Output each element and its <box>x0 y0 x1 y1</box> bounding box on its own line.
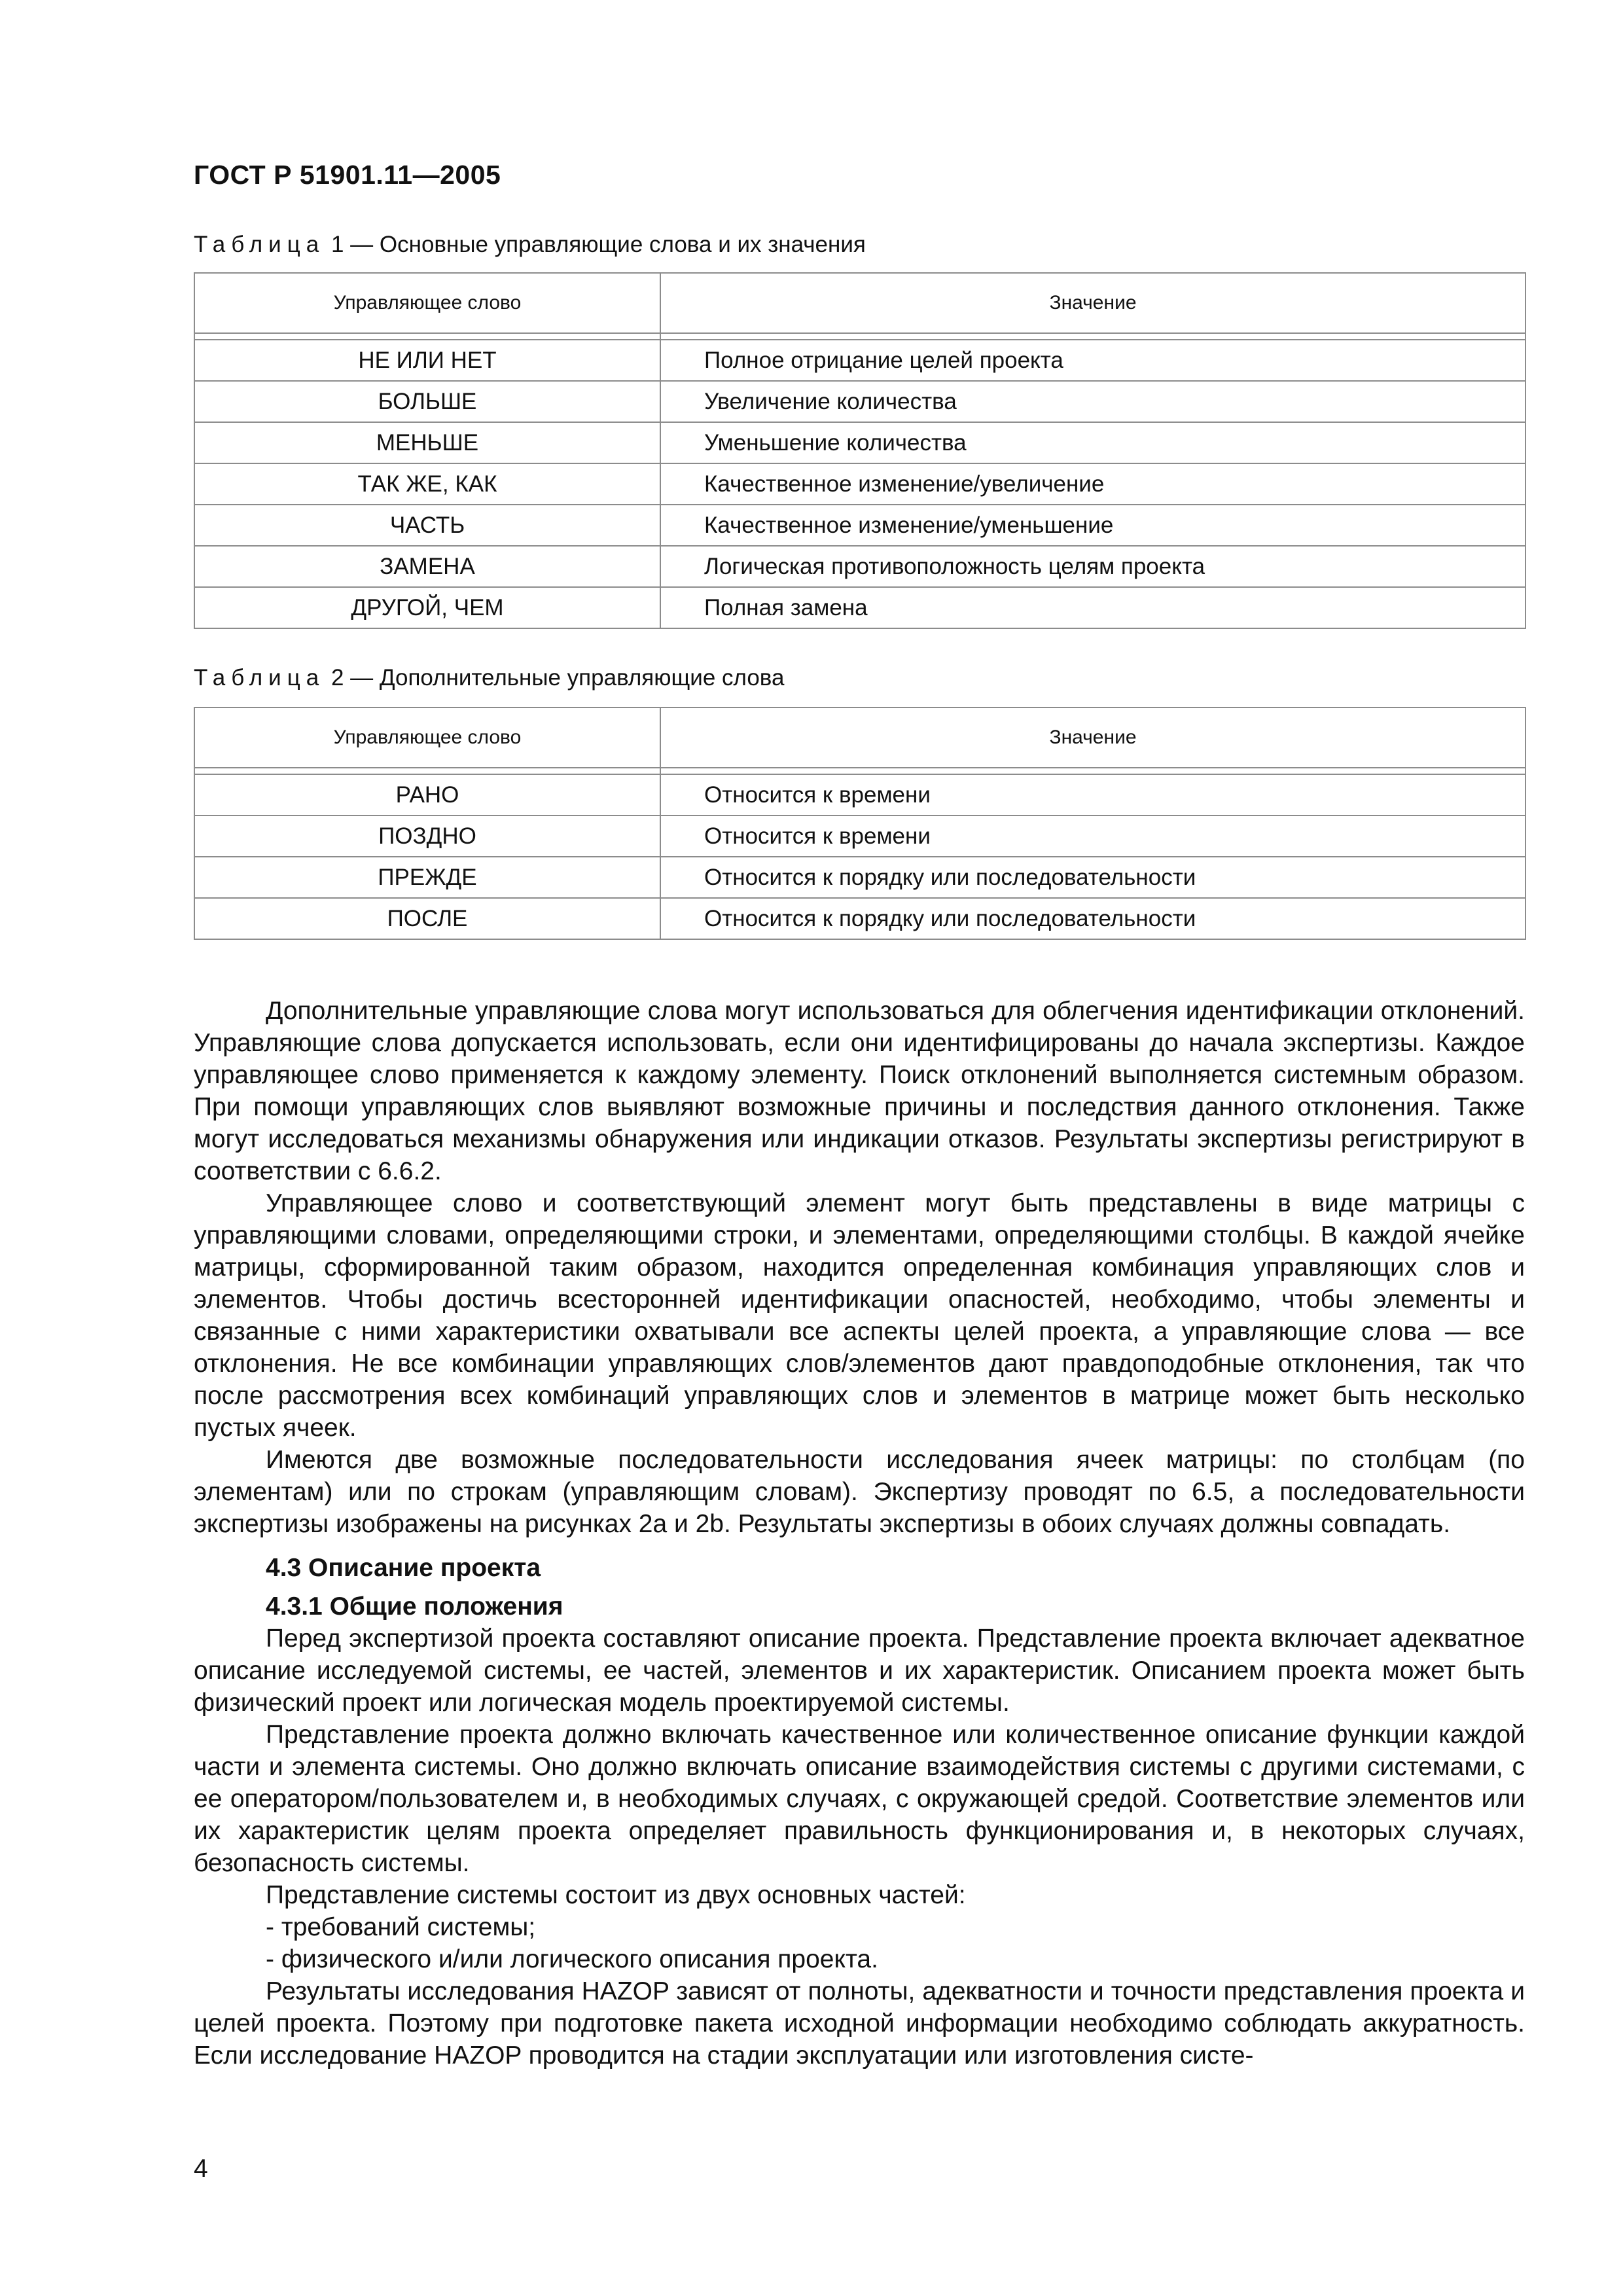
requirements-list <box>194 1911 1525 1975</box>
table2-caption-label: Таблица <box>194 665 325 691</box>
table2-meaning-cell: Относится к порядку или последовательности <box>660 857 1525 898</box>
list-item: - требований системы; <box>266 1913 536 1941</box>
table1-word-cell: МЕНЬШЕ <box>194 422 660 463</box>
table-row <box>194 774 1525 816</box>
table2-header-spacer <box>194 768 1525 774</box>
table2-header-row <box>194 708 1525 768</box>
table-row <box>194 422 1525 463</box>
paragraph: Управляющее слово и соответствующий элемент могут быть представлены в виде матрицы с управляющими словами, определяющими строки, и элементами, определяющими столбцы. В каждой ячейке матрицы, сформированной таким образом, находится определенная комбинация управляющих слов и элементов. Чтобы достичь всесторонней идентификации опасностей, необходимо, чтобы элементы и связанные с ними характеристики охватывали все аспекты целей проекта, а управляющие слова — все отклонения. Не все комбинации управляющих слов/элементов дают правдоподобные отклонения, так что после рассмотрения всех комбинаций управляющих слов и элементов в матрице может быть несколько пустых ячеек. <box>194 1189 1525 1442</box>
paragraph: Представление проекта должно включать качественное или количественное описание функции каждой части и элемента системы. Оно должно включать описание взаимодействия системы с другими системами, с ее оператором/пользователем и, в необходимых случаях, с окружающей средой. Соответствие элементов или их характеристик целям проекта определяет правильность функционирования и, в некоторых случаях, безопасность системы. <box>194 1721 1525 1877</box>
table-row <box>194 546 1525 587</box>
table2-meaning-cell: Относится к времени <box>660 816 1525 857</box>
table-row <box>194 816 1525 857</box>
table2-caption <box>194 665 784 691</box>
paragraph: Перед экспертизой проекта составляют описание проекта. Представление проекта включает адекватное описание исследуемой системы, ее частей, элементов и их характеристик. Описанием проекта может быть физический проект или логическая модель проектируемой системы. <box>194 1624 1525 1717</box>
table1-meaning-cell: Логическая противоположность целям проекта <box>660 546 1525 587</box>
paragraph: Результаты исследования HAZOP зависят от полноты, адекватности и точности представления проекта и целей проекта. Поэтому при подготовке пакета исходной информации необходимо соблюдать аккуратность. Если исследование HAZOP проводится на стадии эксплуатации или изготовления систе- <box>194 1977 1525 2070</box>
paragraph: Дополнительные управляющие слова могут использоваться для облегчения идентификации отклонений. Управляющие слова допускается использовать, если они идентифицированы до начала экспертизы. Каждое управляющее слово применяется к каждому элементу. Поиск отклонений выполняется системным образом. При помощи управляющих слов выявляют возможные причины и последствия данного отклонения. Также могут исследоваться механизмы обнаружения или индикации отказов. Результаты экспертизы регистрируют в соответствии с 6.6.2. <box>194 997 1525 1185</box>
table1-header-meaning: Значение <box>660 273 1525 333</box>
table2-header-word: Управляющее слово <box>194 708 660 768</box>
table1-header-word: Управляющее слово <box>194 273 660 333</box>
table1-word-cell: ДРУГОЙ, ЧЕМ <box>194 587 660 628</box>
table1-meaning-cell: Качественное изменение/уменьшение <box>660 505 1525 546</box>
table-row <box>194 505 1525 546</box>
table1-caption-title: — Основные управляющие слова и их значения <box>350 232 866 257</box>
table-row <box>194 857 1525 898</box>
table2-word-cell: ПОЗДНО <box>194 816 660 857</box>
table1-caption-number: 1 <box>330 232 344 257</box>
table-row <box>194 381 1525 422</box>
table2-word-cell: ПРЕЖДЕ <box>194 857 660 898</box>
table1-meaning-cell: Полное отрицание целей проекта <box>660 340 1525 381</box>
table1-word-cell: БОЛЬШЕ <box>194 381 660 422</box>
paragraph: Имеются две возможные последовательности исследования ячеек матрицы: по столбцам (по элементам) или по строкам (управляющим словам). Экспертизу проводят по 6.5, а последовательности экспертизы изображены на рисунках 2а и 2b. Результаты экспертизы в обоих случаях должны совпадать. <box>194 1446 1525 1538</box>
table2-word-cell: РАНО <box>194 774 660 816</box>
table2-meaning-cell: Относится к времени <box>660 774 1525 816</box>
table-row <box>194 898 1525 939</box>
page-header: ГОСТ Р 51901.11—2005 <box>194 160 501 190</box>
table1-meaning-cell: Качественное изменение/увеличение <box>660 463 1525 505</box>
section-heading: 4.3 Описание проекта <box>266 1554 541 1582</box>
table1-header-spacer <box>194 333 1525 340</box>
table1-word-cell: ЗАМЕНА <box>194 546 660 587</box>
table2 <box>194 707 1526 940</box>
page-number: 4 <box>194 2155 208 2183</box>
table1-meaning-cell: Уменьшение количества <box>660 422 1525 463</box>
table1-word-cell: НЕ ИЛИ НЕТ <box>194 340 660 381</box>
table2-meaning-cell: Относится к порядку или последовательности <box>660 898 1525 939</box>
subsection-heading: 4.3.1 Общие положения <box>266 1592 563 1621</box>
table1-header-row <box>194 273 1525 333</box>
table1-word-cell: ТАК ЖЕ, КАК <box>194 463 660 505</box>
table1-meaning-cell: Увеличение количества <box>660 381 1525 422</box>
paragraph: Представление системы состоит из двух основных частей: <box>266 1881 966 1909</box>
table-row <box>194 340 1525 381</box>
table2-word-cell: ПОСЛЕ <box>194 898 660 939</box>
table-row <box>194 587 1525 628</box>
table2-header-meaning: Значение <box>660 708 1525 768</box>
table1 <box>194 272 1526 629</box>
table1-caption-label: Таблица <box>194 232 325 257</box>
table-row <box>194 463 1525 505</box>
table1-meaning-cell: Полная замена <box>660 587 1525 628</box>
table2-caption-title: — Дополнительные управляющие слова <box>350 665 785 691</box>
list-item: - физического и/или логического описания проекта. <box>266 1945 878 1973</box>
body-text <box>194 995 1525 2072</box>
table1-caption <box>194 232 866 258</box>
table2-caption-number: 2 <box>330 665 344 691</box>
table1-word-cell: ЧАСТЬ <box>194 505 660 546</box>
